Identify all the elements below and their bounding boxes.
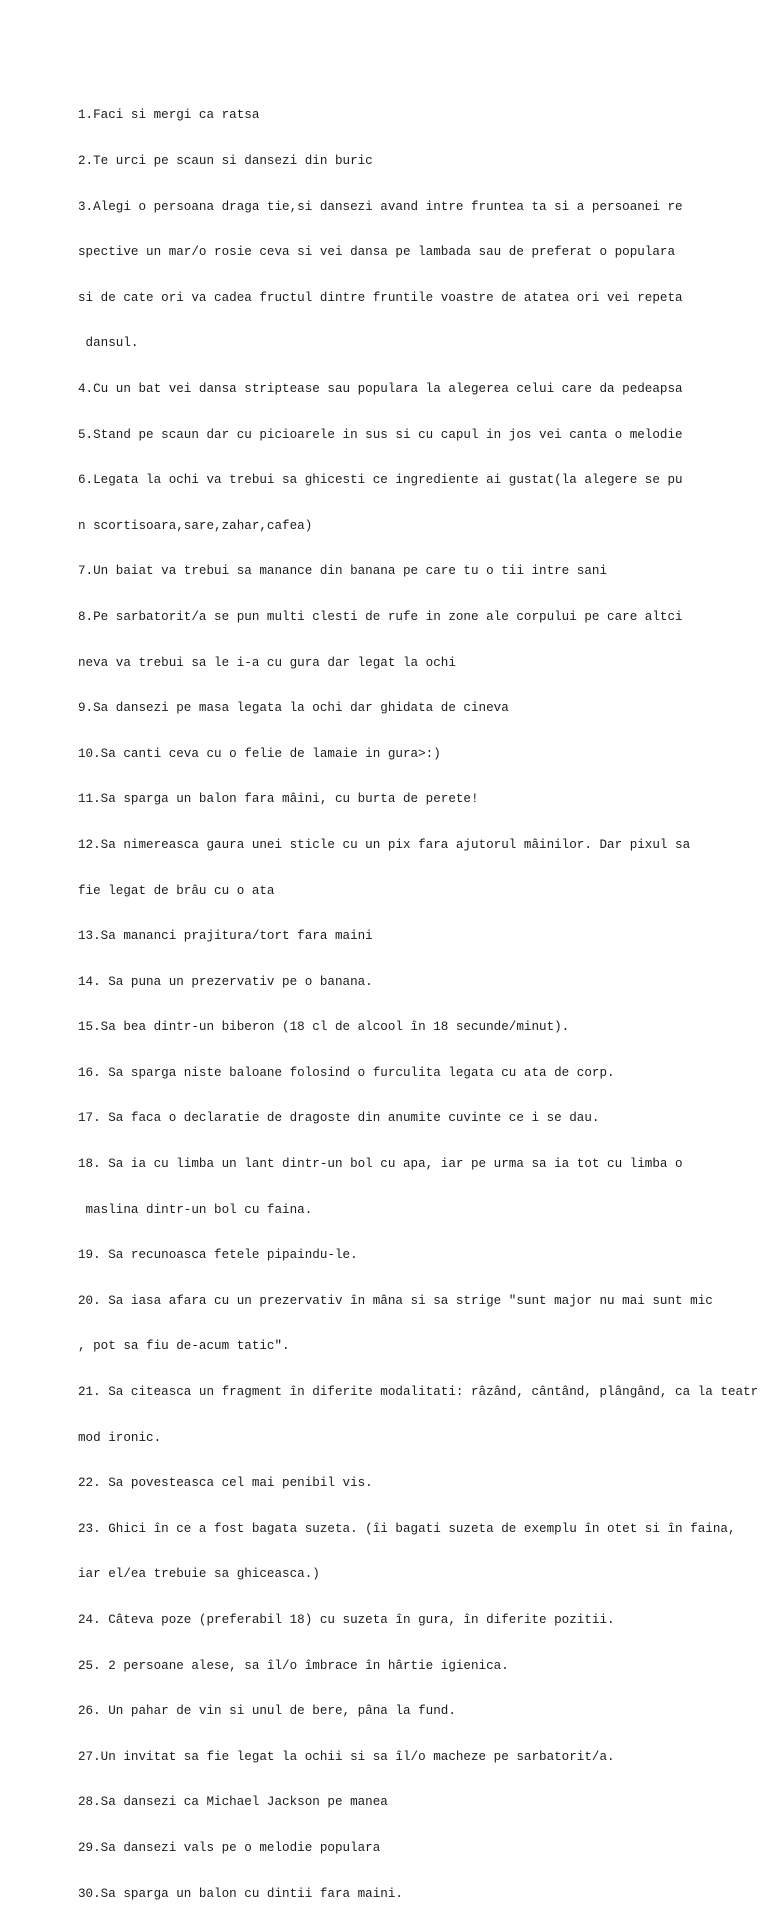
text-line: 15.Sa bea dintr-un biberon (18 cl de alcool în 18 secunde/minut). xyxy=(78,1020,570,1035)
text-line: 17. Sa faca o declaratie de dragoste din anumite cuvinte ce i se dau. xyxy=(78,1111,600,1126)
text-line: iar el/ea trebuie sa ghiceasca.) xyxy=(78,1567,320,1582)
text-line: 7.Un baiat va trebui sa manance din banana pe care tu o tii intre sani xyxy=(78,564,608,579)
text-line: 8.Pe sarbatorit/a se pun multi clesti de rufe in zone ale corpului pe care altci xyxy=(78,609,683,624)
text-line: 9.Sa dansezi pe masa legata la ochi dar ghidata de cineva xyxy=(78,701,509,716)
text-line: 25. 2 persoane alese, sa îl/o îmbrace în hârtie igienica. xyxy=(78,1658,509,1673)
text-line: fie legat de brâu cu o ata xyxy=(78,883,275,898)
text-line: , pot sa fiu de-acum tatic". xyxy=(78,1339,290,1354)
text-line: n scortisoara,sare,zahar,cafea) xyxy=(78,518,313,533)
text-line: 20. Sa iasa afara cu un prezervativ în mâna si sa strige "sunt major nu mai sunt mic xyxy=(78,1293,713,1308)
text-line: 5.Stand pe scaun dar cu picioarele in sus si cu capul in jos vei canta o melodie xyxy=(78,427,683,442)
text-line: 27.Un invitat sa fie legat la ochii si sa îl/o macheze pe sarbatorit/a. xyxy=(78,1749,615,1764)
text-line: 6.Legata la ochi va trebui sa ghicesti ce ingrediente ai gustat(la alegere se pu xyxy=(78,473,683,488)
text-line: 18. Sa ia cu limba un lant dintr-un bol cu apa, iar pe urma sa ia tot cu limba o xyxy=(78,1157,683,1172)
text-line: mod ironic. xyxy=(78,1430,162,1445)
text-line: 1.Faci si mergi ca ratsa xyxy=(78,108,260,123)
text-line: 14. Sa puna un prezervativ pe o banana. xyxy=(78,974,373,989)
text-line: 16. Sa sparga niste baloane folosind o furculita legata cu ata de corp. xyxy=(78,1065,615,1080)
text-line: 2.Te urci pe scaun si dansezi din buric xyxy=(78,154,373,168)
text-line: 30.Sa sparga un balon cu dintii fara maini. xyxy=(78,1886,403,1901)
text-line: 24. Câteva poze (preferabil 18) cu suzeta în gura, în diferite pozitii. xyxy=(78,1613,615,1627)
text-line: maslina dintr-un bol cu faina. xyxy=(78,1202,313,1217)
text-line: 10.Sa canti ceva cu o felie de lamaie in gura>:) xyxy=(78,746,441,761)
text-line: 26. Un pahar de vin si unul de bere, pâna la fund. xyxy=(78,1704,456,1719)
text-line: 28.Sa dansezi ca Michael Jackson pe manea xyxy=(78,1795,388,1810)
text-line: 19. Sa recunoasca fetele pipaindu-le. xyxy=(78,1248,358,1263)
text-line: neva va trebui sa le i-a cu gura dar legat la ochi xyxy=(78,655,456,670)
document-text xyxy=(78,78,768,1932)
text-line: 23. Ghici în ce a fost bagata suzeta. (îi bagati suzeta de exemplu în otet si în faina, xyxy=(78,1521,736,1536)
text-line: 11.Sa sparga un balon fara mâini, cu burta de perete! xyxy=(78,792,479,807)
text-line: 22. Sa povesteasca cel mai penibil vis. xyxy=(78,1476,373,1491)
text-line: 29.Sa dansezi vals pe o melodie populara xyxy=(78,1840,381,1855)
text-line: 13.Sa mananci prajitura/tort fara maini xyxy=(78,929,373,944)
text-line: spective un mar/o rosie ceva si vei dansa pe lambada sau de preferat o populara xyxy=(78,245,676,260)
text-line: si de cate ori va cadea fructul dintre fruntile voastre de atatea ori vei repeta xyxy=(78,290,683,305)
text-line: dansul. xyxy=(78,336,139,351)
text-line: 4.Cu un bat vei dansa striptease sau populara la alegerea celui care da pedeapsa xyxy=(78,381,683,396)
text-line: 3.Alegi o persoana draga tie,si dansezi avand intre fruntea ta si a persoanei re xyxy=(78,199,683,214)
text-line: 12.Sa nimereasca gaura unei sticle cu un pix fara ajutorul mâinilor. Dar pixul sa xyxy=(78,837,691,852)
text-line: 21. Sa citeasca un fragment în diferite modalitati: râzând, cântând, plângând, ca la teatr xyxy=(78,1385,759,1400)
